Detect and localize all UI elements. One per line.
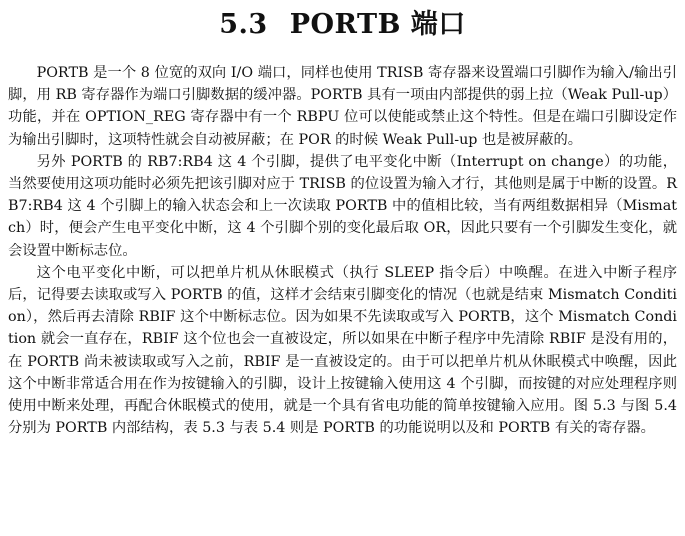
paragraph-wakeup-sleep: 这个电平变化中断，可以把单片机从休眠模式（执行 SLEEP 指令后）中唤醒。在进入中断子程序后，记得要去读取或写入 PORTB 的值，这样才会结束引脚变化的情况（也就是结束 Mismatch Condition），然后再去清除 RBIF 这个中断标志位。因为如果不先读取或写入 PORTB，这个 Mismatch Condition 就会一直存在，RBIF 这个位也会一直被设定，所以如果在中断子程序中先清除 RBIF 是没有用的，在 PORTB 尚未被读取或写入之前，RBIF 是一直被设定的。由于可以把单片机从休眠模式中唤醒，因此这个中断非常适合用在作为按键输入的引脚，设计上按键输入使用这 4 个引脚，而按键的对应处理程序则使用中断来处理，再配合休眠模式的使用，就是一个具有省电功能的简单按键输入应用。图 5.3 与图 5.4 分别为 PORTB 内部结构，表 5.3 与表 5.4 则是 PORTB 的功能说明以及和 PORTB 有关的寄存器。 [8,264,677,437]
section-title: PORTB 端口 [289,9,466,40]
section-heading [8,8,677,42]
section-number: 5.3 [219,9,268,40]
paragraph-interrupt-on-change: 另外 PORTB 的 RB7:RB4 这 4 个引脚，提供了电平变化中断（Interrupt on change）的功能，当然要使用这项功能时必须先把该引脚对应于 TRISB 的位设置为输入才行，其他则是属于中断的设置。RB7:RB4 这 4 个引脚上的输入状态会和上一次读取 PORTB 中的值相比较，当有两组数据相异（Mismatch）时，便会产生电平变化中断，这 4 个引脚个别的变化最后取 OR，因此只要有一个引脚发生变化，就会设置中断标志位。 [8,153,677,259]
paragraph-portb-overview: PORTB 是一个 8 位宽的双向 I/O 端口，同样也使用 TRISB 寄存器来设置端口引脚作为输入/输出引脚，用 RB 寄存器作为端口引脚数据的缓冲器。PORTB 具有一项由内部提供的弱上拉（Weak Pull-up）功能，并在 OPTION_REG 寄存器中有一个 RBPU 位可以使能或禁止这个特性。但是在端口引脚设定作为输出引脚时，这项特性就会自动被屏蔽；在 POR 的时候 Weak Pull-up 也是被屏蔽的。 [8,65,677,148]
